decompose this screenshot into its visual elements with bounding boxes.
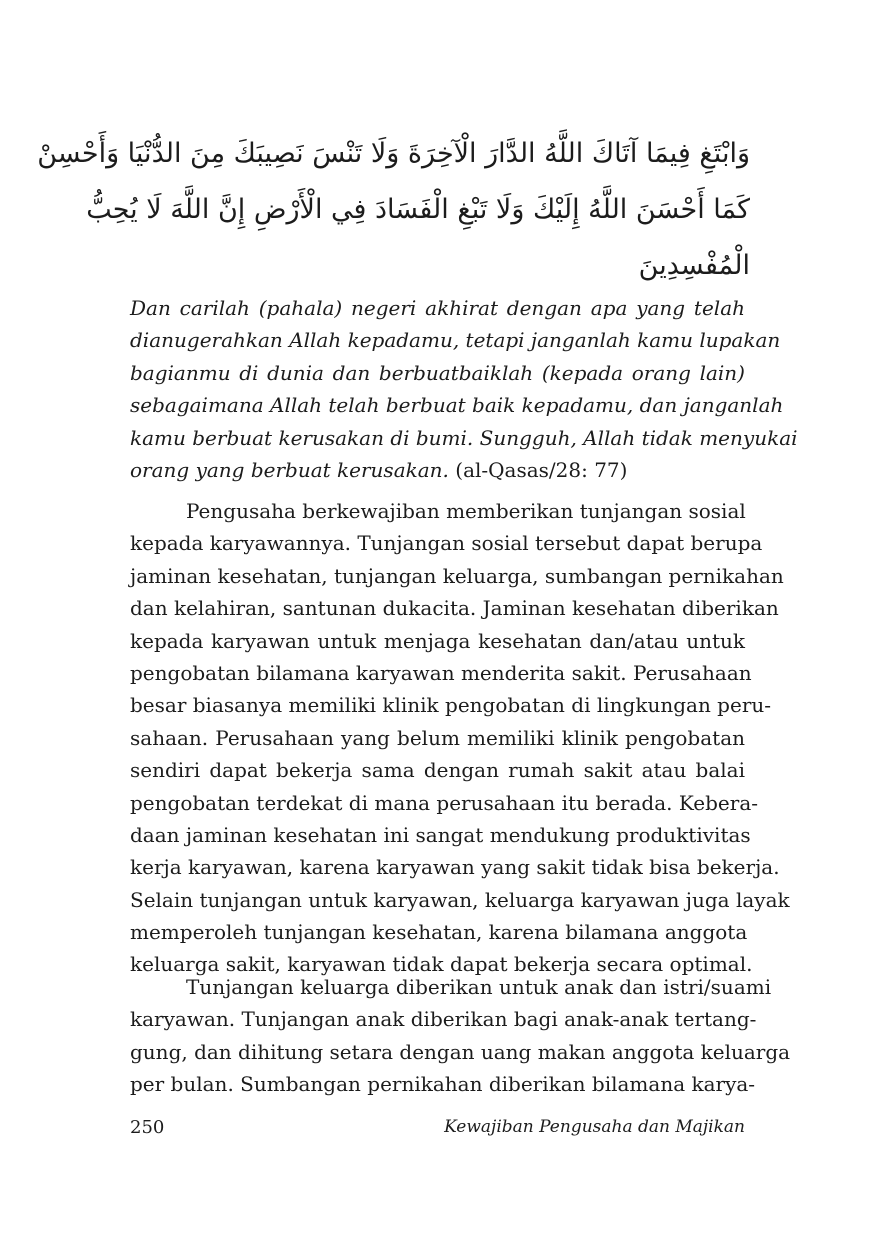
body-line: memperoleh tunjangan kesehatan, karena bilamana anggota — [130, 920, 748, 945]
body-line: keluarga sakit, karyawan tidak dapat bekerja secara optimal. — [130, 952, 753, 977]
translation-line: dianugerahkan Allah kepadamu, tetapi janganlah kamu lupakan — [130, 328, 781, 353]
running-title: Kewajiban Pengusaha dan Majikan — [444, 1117, 745, 1137]
arabic-verse — [37, 126, 750, 294]
body-line: Selain tunjangan untuk karyawan, keluarga karyawan juga layak — [130, 887, 790, 912]
translation-line: kamu berbuat kerusakan di bumi. Sungguh, Allah tidak menyukai — [130, 425, 798, 450]
paragraph-2 — [130, 971, 791, 1101]
translation-line: sebagaimana Allah telah berbuat baik kepadamu, dan janganlah — [130, 393, 784, 418]
translation-text: orang yang berbuat kerusakan. — [130, 457, 449, 482]
body-line: pengobatan terdekat di mana perusahaan itu berada. Kebera- — [130, 790, 758, 815]
body-line: gung, dan dihitung setara dengan uang makan anggota keluarga — [130, 1039, 791, 1064]
body-line: Pengusaha berkewajiban memberikan tunjangan sosial — [186, 499, 746, 523]
body-line: pengobatan bilamana karyawan menderita sakit. Perusahaan — [130, 660, 752, 685]
body-line: daan jaminan kesehatan ini sangat mendukung produktivitas — [130, 822, 751, 847]
verse-reference: (al-Qasas/28: 77) — [448, 457, 628, 482]
body-line: jaminan kesehatan, tunjangan keluarga, sumbangan pernikahan — [130, 563, 784, 588]
translation-line: Dan carilah (pahala) negeri akhirat dengan apa yang telah — [130, 296, 745, 320]
verse-translation — [130, 292, 798, 486]
page-footer — [130, 1117, 745, 1138]
translation-line: bagianmu di dunia dan berbuatbaiklah (kepada orang lain) — [130, 360, 745, 385]
body-line: karyawan. Tunjangan anak diberikan bagi anak-anak tertang- — [130, 1007, 757, 1032]
page-number: 250 — [130, 1117, 165, 1138]
paragraph-1 — [130, 495, 790, 981]
body-line: sahaan. Perusahaan yang belum memiliki klinik pengobatan — [130, 725, 745, 750]
body-line: besar biasanya memiliki klinik pengobatan di lingkungan peru- — [130, 693, 772, 718]
arabic-line: وَابْتَغِ فِيمَا آتَاكَ اللَّهُ الدَّارَ الْآخِرَةَ وَلَا تَنْسَ نَصِيبَكَ مِنَ الدُّنْيَا وَأَحْسِنْ — [37, 138, 750, 169]
translation-last-line — [130, 454, 745, 486]
body-line: kepada karyawannya. Tunjangan sosial tersebut dapat berupa — [130, 531, 763, 556]
body-line: kerja karyawan, karena karyawan yang sakit tidak bisa bekerja. — [130, 855, 780, 880]
body-line: dan kelahiran, santunan dukacita. Jaminan kesehatan diberikan — [130, 596, 779, 621]
body-line: sendiri dapat bekerja sama dengan rumah sakit atau balai — [130, 758, 745, 783]
body-line: Tunjangan keluarga diberikan untuk anak dan istri/suami — [186, 975, 772, 999]
body-line: kepada karyawan untuk menjaga kesehatan dan/atau untuk — [130, 628, 745, 653]
arabic-line: الْمُفْسِدِينَ — [638, 250, 750, 281]
arabic-line: كَمَا أَحْسَنَ اللَّهُ إِلَيْكَ وَلَا تَبْغِ الْفَسَادَ فِي الْأَرْضِ إِنَّ اللَّهَ لَا يُحِبُّ — [86, 194, 750, 225]
body-line: per bulan. Sumbangan pernikahan diberikan bilamana karya- — [130, 1072, 756, 1097]
